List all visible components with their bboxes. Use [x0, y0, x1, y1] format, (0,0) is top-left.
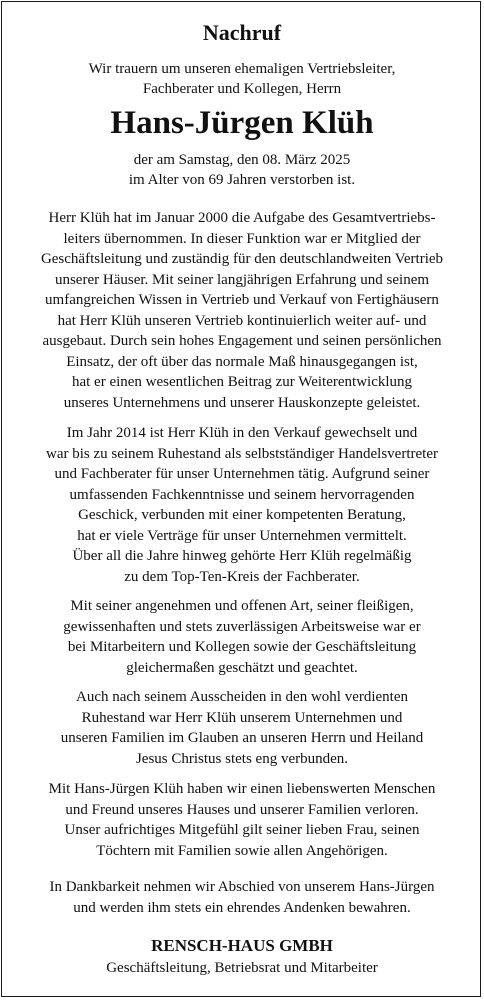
paragraph-condolences: [12, 779, 472, 861]
paragraph-line: Geschick, verbunden mit einer kompetenten Beratung,: [78, 507, 406, 523]
paragraph-retirement: [12, 687, 472, 769]
paragraph-line: zu dem Top-Ten-Kreis der Fachberater.: [124, 568, 360, 585]
paragraph-line: und Freund unseres Hauses und unserer Familien verloren.: [65, 801, 419, 818]
paragraph-line: hat er viele Verträge für unser Unternehmen vermittelt.: [77, 527, 407, 544]
paragraph-character: [12, 596, 472, 678]
intro-text: [0, 59, 484, 99]
paragraph-line: Herr Klüh hat im Januar 2000 die Aufgabe des Gesamtvertriebs-: [48, 210, 436, 226]
paragraph-line: Einsatz, der oft über das normale Maß hinausgegangen ist,: [66, 353, 418, 370]
paragraph-line: Im Jahr 2014 ist Herr Klüh in den Verkauf gewechselt und: [66, 425, 418, 441]
paragraph-line: unserer Häuser. Mit seiner langjährigen Erfahrung und seinem: [54, 271, 430, 288]
paragraph-line: Auch nach seinem Ausscheiden in den wohl verdienten: [76, 689, 408, 705]
paragraph-line: Mit seiner angenehmen und offenen Art, seiner fleißigen,: [70, 598, 414, 614]
paragraph-line: In Dankbarkeit nehmen wir Abschied von unserem Hans-Jürgen: [49, 879, 435, 895]
paragraph-line: umfangreichen Wissen in Vertrieb und Verkauf von Fertighäusern: [45, 292, 439, 308]
paragraph-line: und Fachberater für unser Unternehmen tätig. Aufgrund seiner: [54, 466, 430, 482]
death-line: der am Samstag, den 08. März 2025: [133, 152, 351, 168]
death-line: im Alter von 69 Jahren verstorben ist.: [128, 172, 356, 188]
paragraph-line: war bis zu seinem Ruhestand als selbstständiger Handelsvertreter: [46, 445, 438, 462]
paragraph-line: Töchtern mit Familien sowie allen Angehörigen.: [96, 842, 388, 859]
paragraph-line: unseren Familien im Glauben an unseren Herrn und Heiland: [60, 730, 424, 746]
page-title: Nachruf: [202, 20, 282, 45]
paragraph-line: Jesus Christus stets eng verbunden.: [135, 750, 349, 767]
paragraph-career-sales-rep: [12, 423, 472, 587]
paragraph-line: unseres Unternehmens und unserer Hauskonzepte geleistet.: [63, 394, 421, 411]
paragraph-line: umfassenden Fachkenntnisse und seinem hervorragenden: [69, 486, 415, 503]
intro-line: Wir trauern um unseren ehemaligen Vertriebsleiter,: [88, 61, 396, 77]
paragraph-line: gleichermaßen geschätzt und geachtet.: [126, 659, 358, 676]
paragraph-line: Mit Hans-Jürgen Klüh haben wir einen liebenswerten Menschen: [48, 781, 436, 797]
intro-line: Fachberater und Kollegen, Herrn: [142, 81, 342, 97]
paragraph-line: Geschäftsleitung und zuständig für den deutschlandweiten Vertrieb: [40, 251, 444, 267]
paragraph-farewell: [12, 877, 472, 918]
paragraph-line: ausgebaut. Durch sein hohes Engagement und seinen persönlichen: [42, 333, 442, 349]
death-details: [0, 150, 484, 190]
paragraph-line: gewissenhaften und stets zuverlässigen Arbeitsweise war er: [63, 618, 421, 635]
paragraph-line: und werden ihm stets ein ehrendes Andenken bewahren.: [73, 899, 411, 916]
paragraph-line: Ruhestand war Herr Klüh unserem Unternehmen und: [81, 709, 403, 726]
paragraph-line: leiters übernommen. In dieser Funktion war er Mitglied der: [63, 230, 421, 247]
paragraph-line: hat Herr Klüh unseren Vertrieb kontinuierlich weiter auf- und: [57, 312, 427, 329]
paragraph-line: Über all die Jahre hinweg gehörte Herr Klüh regelmäßig: [72, 548, 412, 564]
deceased-name: Hans-Jürgen Klüh: [110, 105, 374, 141]
paragraph-career-sales-lead: [12, 208, 472, 413]
paragraph-line: bei Mitarbeitern und Kollegen sowie der Geschäftsleitung: [67, 639, 417, 655]
company-name: RENSCH-HAUS GMBH: [151, 936, 333, 955]
paragraph-line: Unser aufrichtiges Mitgefühl gilt seiner lieben Frau, seinen: [64, 822, 420, 838]
signers-line: Geschäftsleitung, Betriebsrat und Mitarbeiter: [106, 960, 378, 976]
paragraph-line: hat er einen wesentlichen Beitrag zur Weiterentwicklung: [71, 374, 413, 390]
